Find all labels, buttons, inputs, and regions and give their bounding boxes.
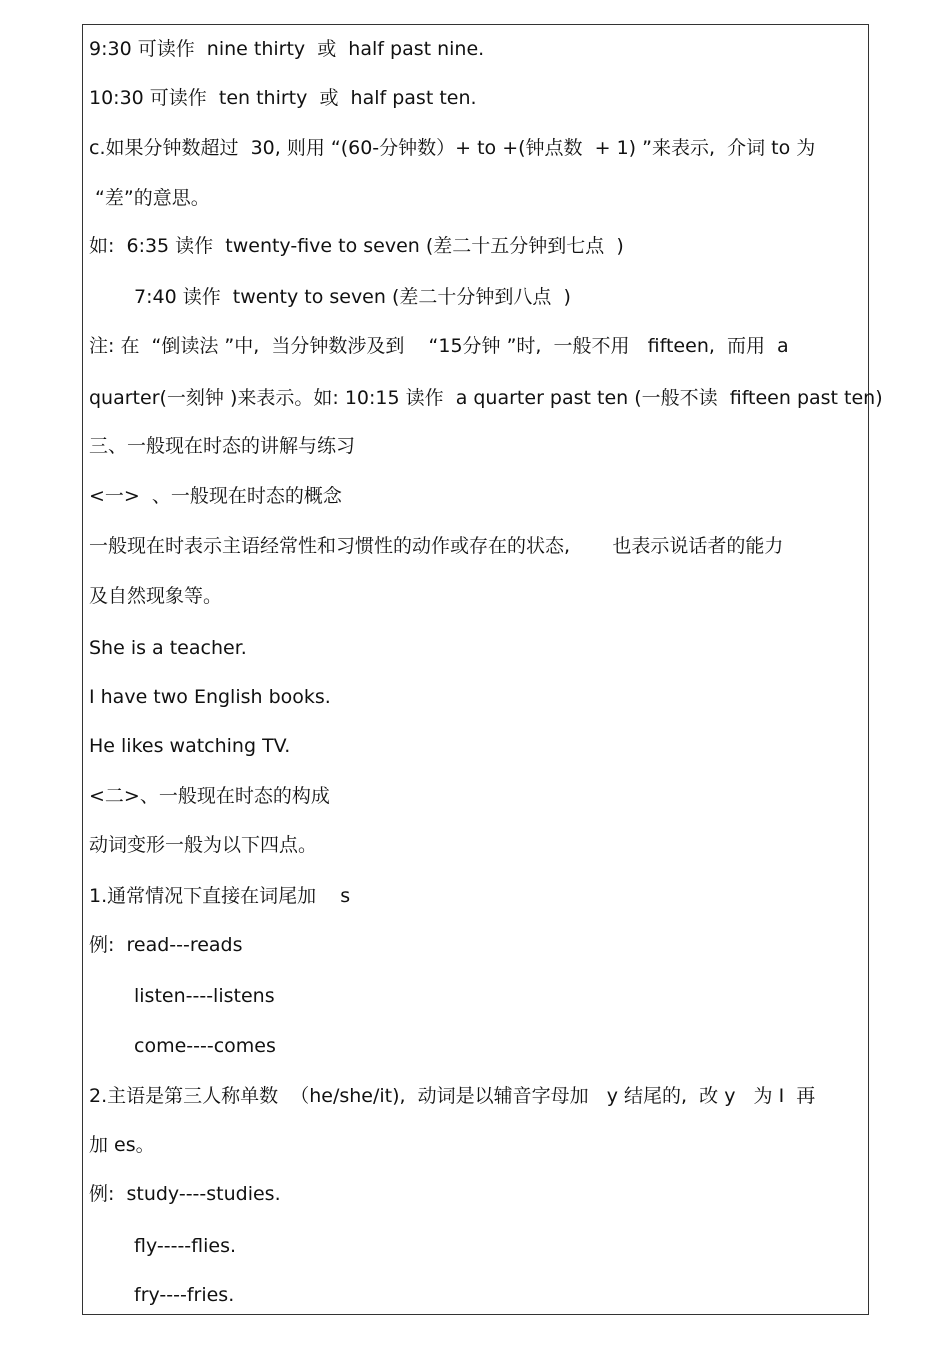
text-line: 加 es。 bbox=[89, 1134, 155, 1156]
subsection-heading: <二>、一般现在时态的构成 bbox=[89, 785, 330, 807]
text-line: 动词变形一般为以下四点。 bbox=[89, 834, 318, 856]
example-sentence: She is a teacher. bbox=[89, 637, 247, 659]
example-line: come----comes bbox=[134, 1035, 276, 1057]
page-frame bbox=[82, 24, 869, 1315]
example-sentence: He likes watching TV. bbox=[89, 735, 291, 757]
text-line: 10:30 可读作 ten thirty 或 half past ten. bbox=[89, 87, 477, 109]
example-line: 例: read---reads bbox=[89, 934, 243, 956]
example-sentence: I have two English books. bbox=[89, 686, 331, 708]
example-line: fly-----flies. bbox=[134, 1235, 237, 1257]
text-line: 一般现在时表示主语经常性和习惯性的动作或存在的状态, 也表示说话者的能力 bbox=[89, 535, 784, 557]
example-line: listen----listens bbox=[134, 985, 275, 1007]
text-line: c.如果分钟数超过 30, 则用 “(60-分钟数）+ to +(钟点数 + 1) ”来表示, 介词 to 为 bbox=[89, 137, 816, 159]
text-line: 7:40 读作 twenty to seven (差二十分钟到八点 ) bbox=[134, 286, 571, 308]
rule-item: 1.通常情况下直接在词尾加 s bbox=[89, 885, 351, 907]
subsection-heading: <一> 、一般现在时态的概念 bbox=[89, 485, 342, 507]
example-line: fry----fries. bbox=[134, 1284, 235, 1306]
text-line: “差”的意思。 bbox=[89, 187, 210, 209]
text-line: quarter(一刻钟 )来表示。如: 10:15 读作 a quarter past ten (一般不读 fifteen past ten) bbox=[89, 387, 883, 409]
section-heading: 三、一般现在时态的讲解与练习 bbox=[89, 435, 356, 457]
rule-item: 2.主语是第三人称单数 （he/she/it), 动词是以辅音字母加 y 结尾的, 改 y 为 I 再 bbox=[89, 1085, 816, 1107]
text-line: 如: 6:35 读作 twenty-five to seven (差二十五分钟到七点 ) bbox=[89, 235, 624, 257]
text-line: 注: 在 “倒读法 ”中, 当分钟数涉及到 “15分钟 ”时, 一般不用 fifteen, 而用 a bbox=[89, 335, 789, 357]
example-line: 例: study----studies. bbox=[89, 1183, 281, 1205]
text-line: 9:30 可读作 nine thirty 或 half past nine. bbox=[89, 38, 485, 60]
text-line: 及自然现象等。 bbox=[89, 585, 223, 607]
